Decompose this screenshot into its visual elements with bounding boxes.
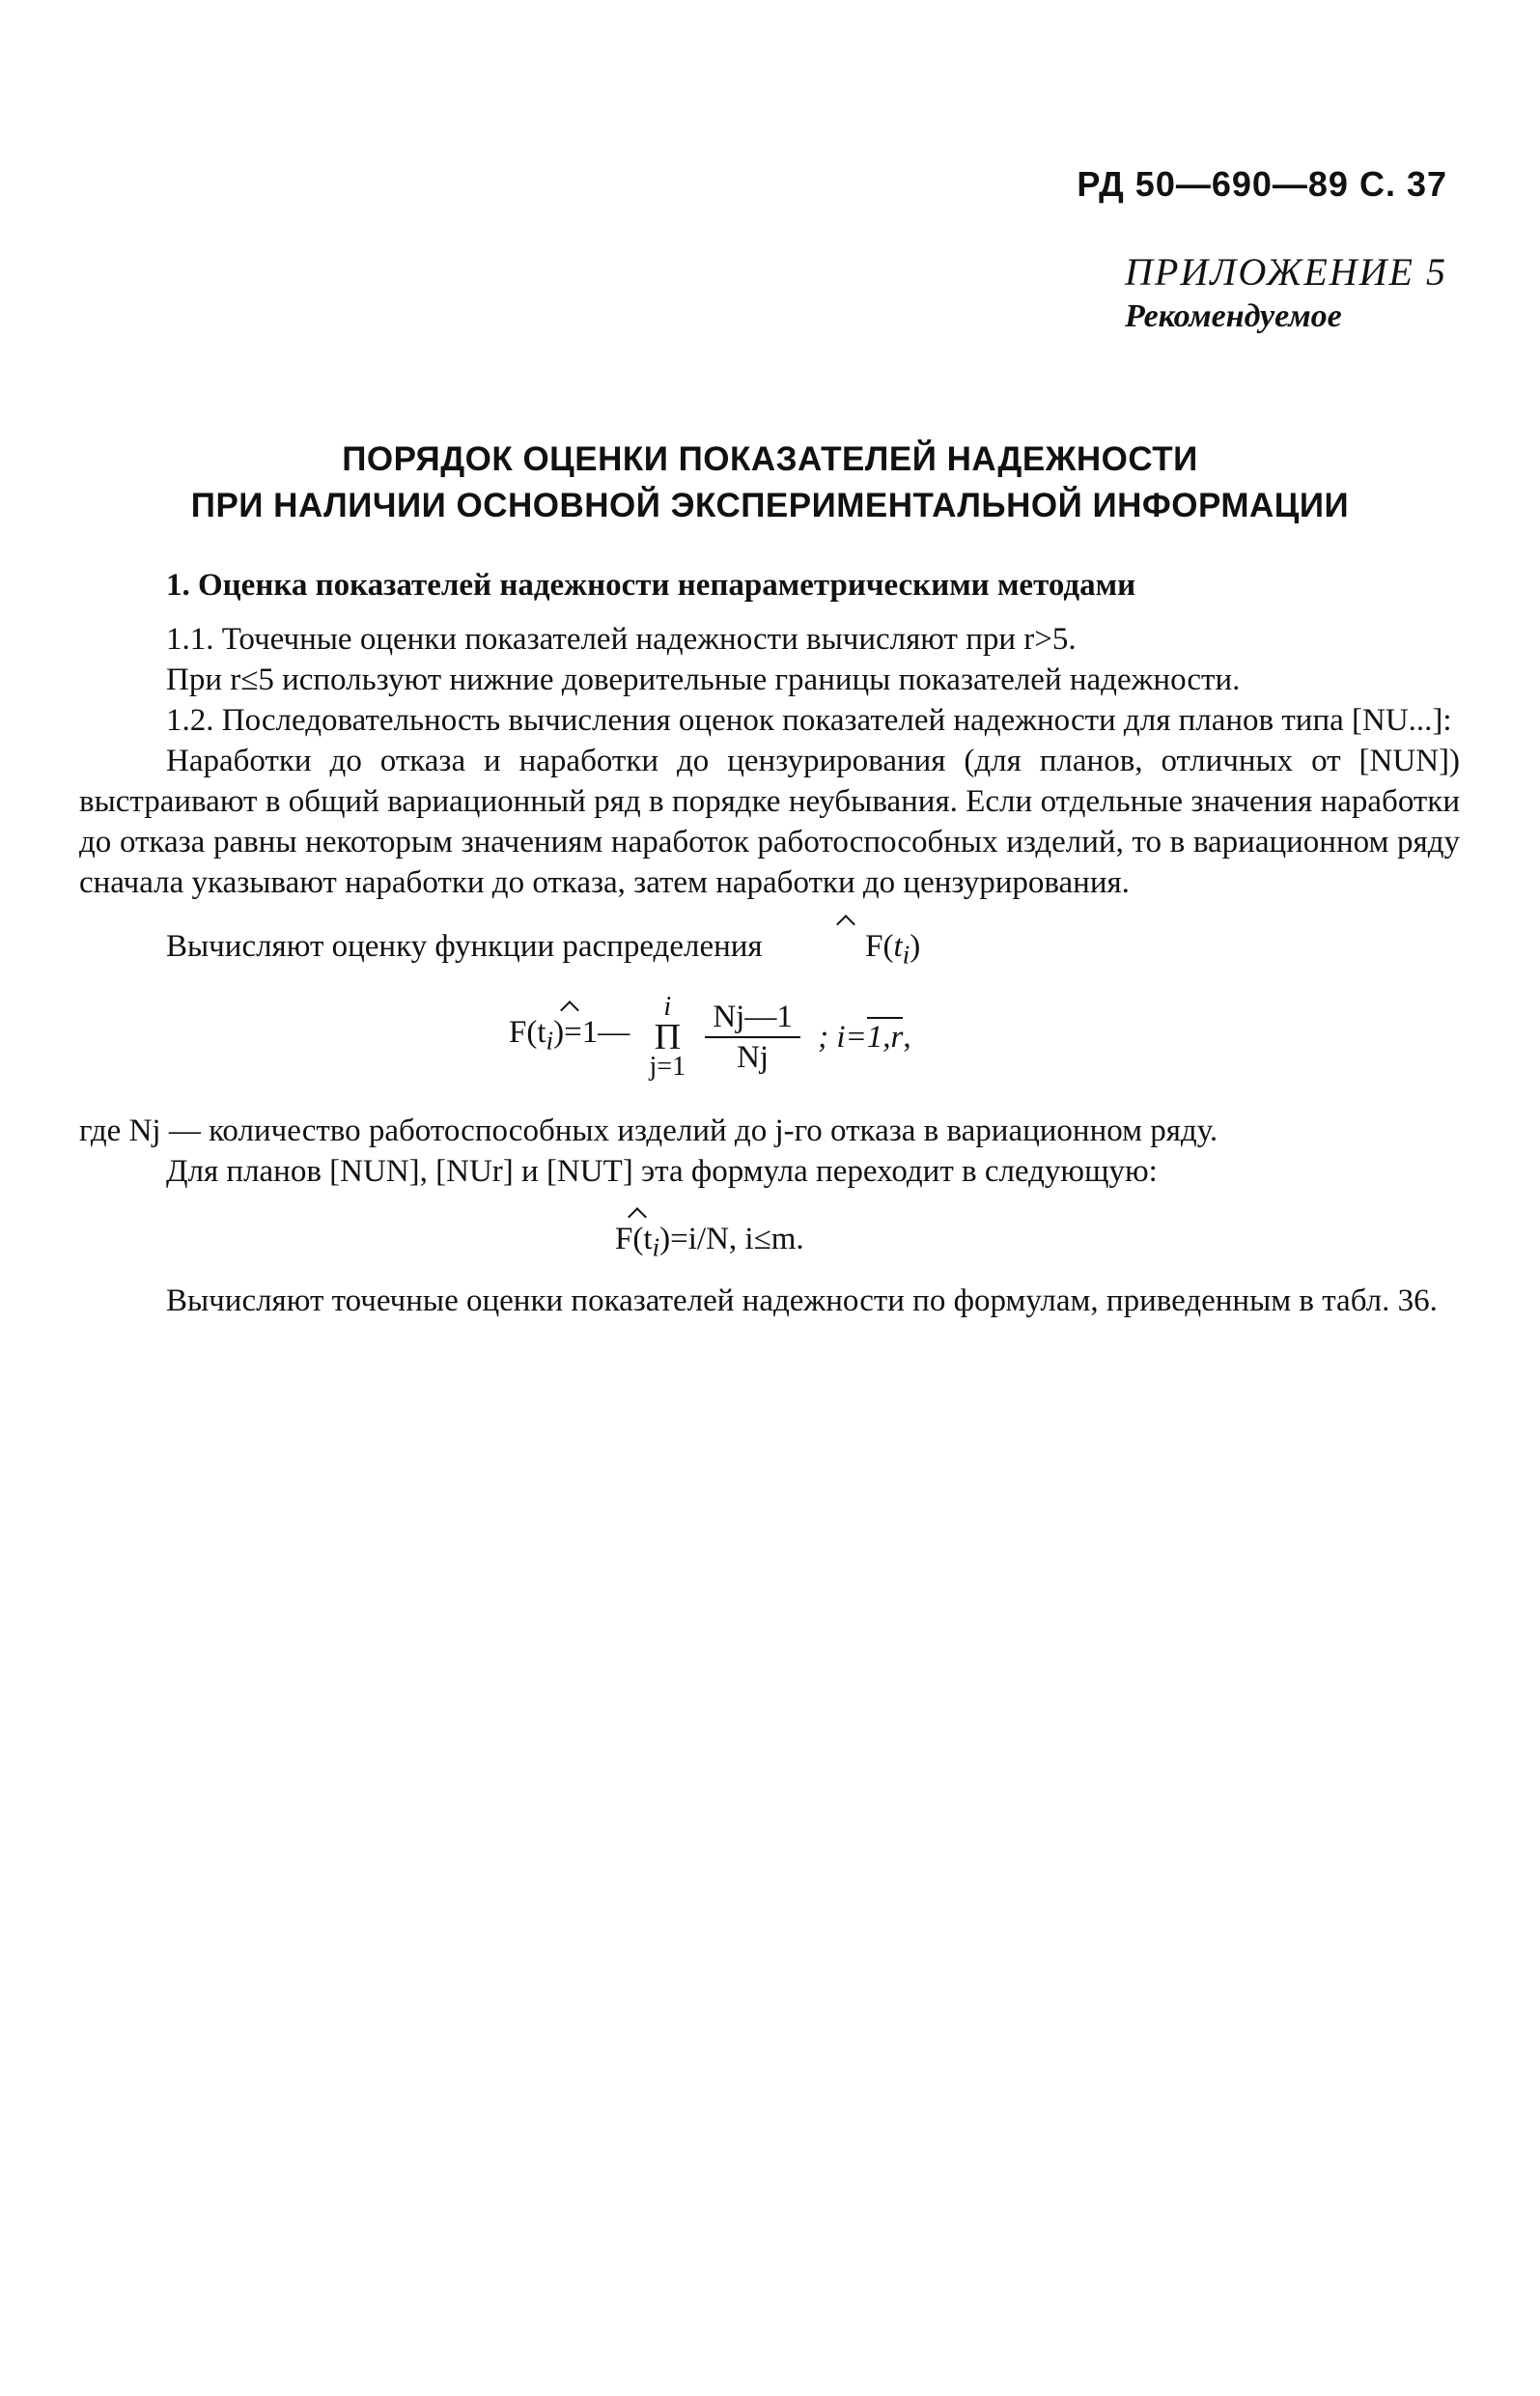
appendix-status: Рекомендуемое (1125, 298, 1342, 334)
formula-distribution (79, 985, 1460, 1111)
paragraph-calc-intro (79, 926, 1460, 975)
section-heading: 1. Оценка показателей надежности непараметрическими методами (166, 568, 1136, 603)
title-line-2: ПРИ НАЛИЧИИ ОСНОВНОЙ ЭКСПЕРИМЕНТАЛЬНОЙ ИНФОРМАЦИИ (190, 487, 1350, 524)
formula-1-range: ; i=1,r, (818, 1020, 911, 1055)
document-body (79, 565, 1460, 1321)
paragraph-1-2: 1.2. Последовательность вычисления оценок показателей надежности для планов типа [NU...]: (166, 703, 1452, 738)
product-sign: Π (654, 1016, 682, 1057)
page-header: РД 50—690—89 С. 37 (1077, 164, 1447, 204)
formula-simple (79, 1198, 1460, 1281)
appendix-number: ПРИЛОЖЕНИЕ 5 (1125, 250, 1447, 294)
fraction-denominator: Nj (737, 1039, 770, 1075)
fraction-numerator: Nj—1 (705, 998, 800, 1038)
appendix-block (1125, 249, 1447, 335)
formula-1-lhs: $F(t_i)=1—$ (509, 1012, 630, 1061)
product-operator (649, 991, 686, 1082)
document-title (0, 437, 1540, 529)
paragraph-narabotki: Наработки до отказа и наработки до цензурирования (для планов, отличных от [NUN]) выстраивают в общий вариационный ряд в порядке неубывания. Если отдельные значения наработки до отказа равны некоторым значениям наработок работоспособных изделий, то в вариационном ряду сначала указывают наработки до отказа, затем наработки до цензурирования. (79, 744, 1460, 900)
formula-1-row (509, 991, 911, 1082)
formula-2-lhs: $F(t_i$ (615, 1219, 659, 1268)
product-lower: j=1 (649, 1051, 686, 1082)
calc-intro-symbol: $F(t_i)$ (770, 926, 920, 975)
paragraph-where: где Nj — количество работоспособных изделий до j-го отказа в вариационном ряду. (79, 1113, 1218, 1148)
paragraph-plans: Для планов [NUN], [NUr] и [NUT] эта формула переходит в следующую: (166, 1153, 1158, 1189)
paragraph-final: Вычисляют точечные оценки показателей надежности по формулам, приведенным в табл. 36. (166, 1283, 1438, 1318)
paragraph-r-le-5: При r≤5 используют нижние доверительные границы показателей надежности. (166, 662, 1241, 697)
formula-2-row (615, 1219, 804, 1268)
product-upper: i (663, 991, 672, 1022)
title-line-1: ПОРЯДОК ОЦЕНКИ ПОКАЗАТЕЛЕЙ НАДЕЖНОСТИ (342, 440, 1198, 478)
formula-2-rhs: )=i/N, i≤m. (659, 1221, 804, 1256)
formula-1-fraction (705, 998, 800, 1077)
calc-intro-text: Вычисляют оценку функции распределения (166, 929, 763, 964)
paragraph-1-1: 1.1. Точечные оценки показателей надежности вычисляют при r>5. (166, 622, 1077, 657)
